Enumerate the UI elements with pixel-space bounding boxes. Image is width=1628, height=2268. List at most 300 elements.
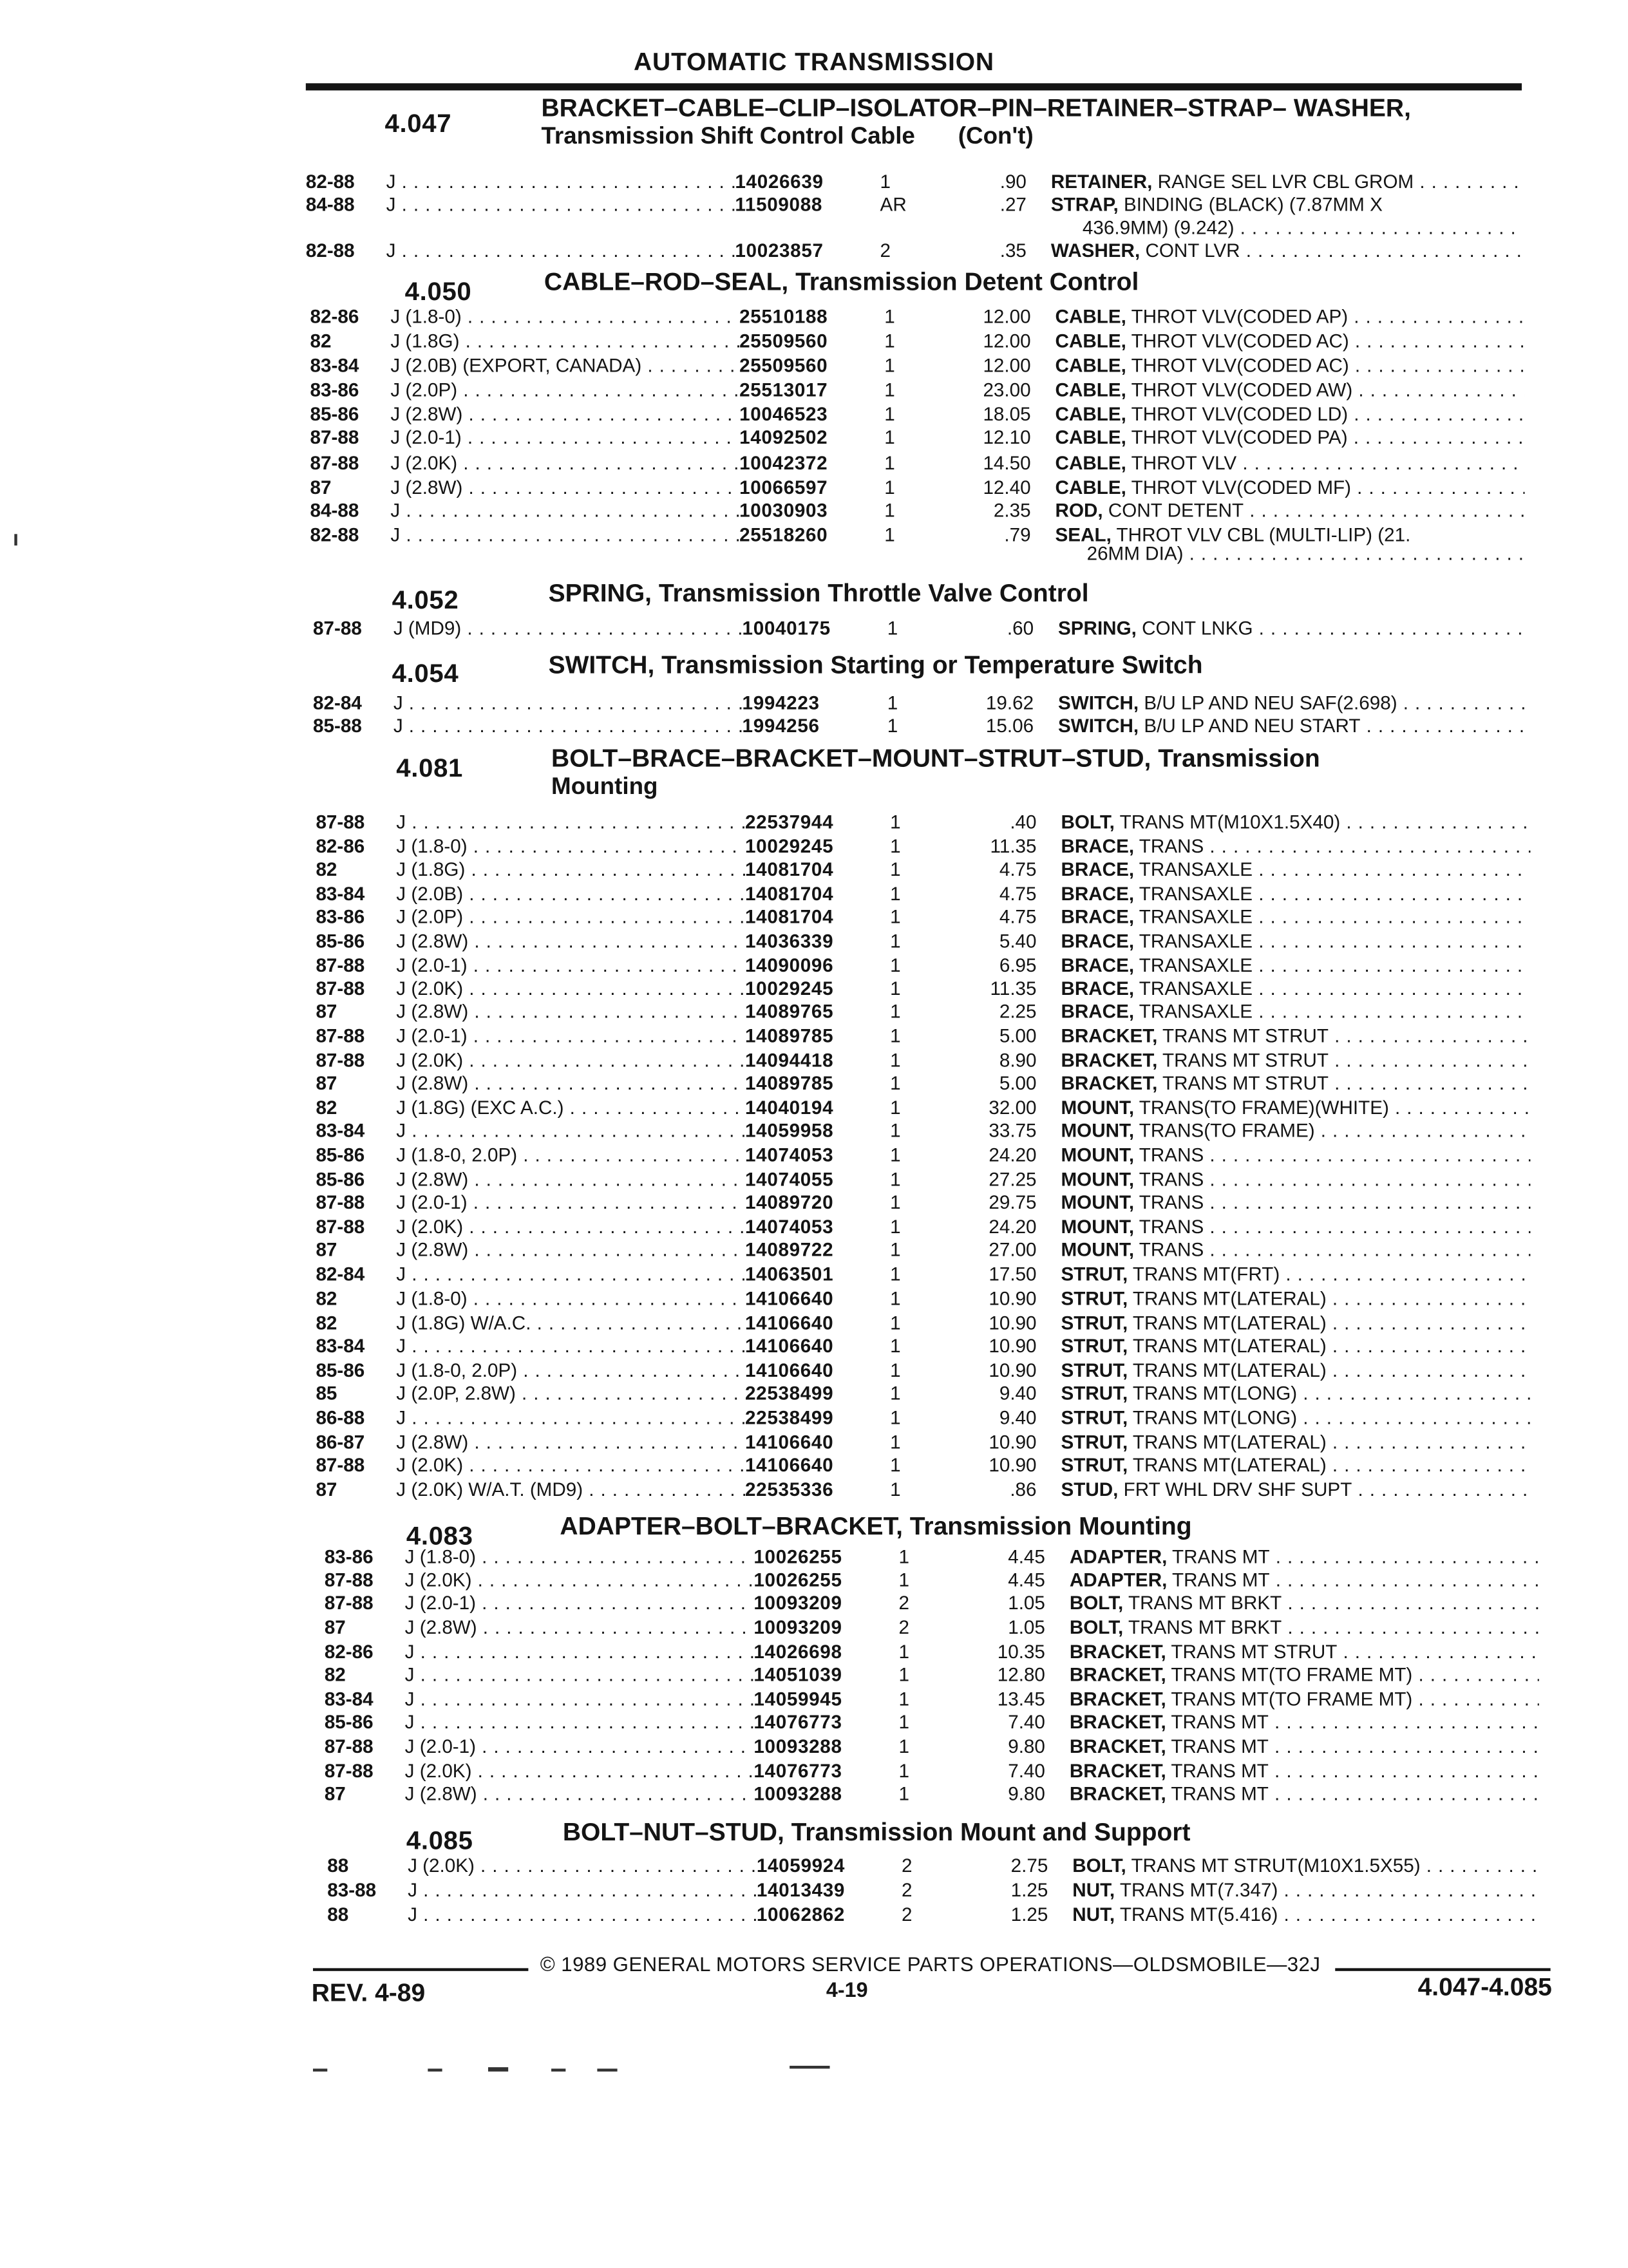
part-number: 10026255 [753,1569,842,1591]
quantity: 1 [890,1454,901,1476]
price: 11.35 [990,978,1037,999]
parts-row [316,858,1536,882]
price: 4.45 [1008,1569,1045,1591]
quantity: 1 [898,1569,910,1591]
price: 23.00 [983,379,1031,401]
part-description: MOUNT, TRANS . . . [1061,1216,1530,1239]
model-years: 82 [324,1663,346,1686]
application: J (2.0P) . . . [390,379,739,402]
model-years: 87-88 [316,978,365,999]
parts-row [316,1432,1536,1455]
part-number: 14076773 [753,1760,842,1782]
application: J . . . [393,692,743,715]
application: J . . . [396,1407,745,1430]
scan-mark [790,2066,829,2068]
parts-row [316,1239,1536,1262]
price: 12.00 [983,354,1031,377]
model-years: 85-86 [316,1168,365,1191]
part-description: STRUT, TRANS MT(LONG) . . . [1061,1383,1530,1406]
model-years: 82-88 [310,524,359,546]
price: 12.10 [983,426,1031,448]
quantity: 1 [890,1168,901,1191]
part-description: BRACKET, TRANS MT(TO FRAME MT) . . . [1070,1664,1539,1687]
price: .90 [999,171,1027,193]
parts-row [325,1641,1545,1664]
part-number: 14059945 [753,1688,842,1710]
quantity: 1 [890,835,901,857]
section-title: BOLT–NUT–STUD, Transmission Mount and Support [562,1817,1191,1846]
quantity: 1 [887,715,898,737]
part-description: STRUT, TRANS MT(LATERAL) . . . [1061,1335,1530,1358]
part-number: 10030903 [739,499,828,522]
price: .40 [1010,811,1037,833]
price: .27 [999,193,1027,216]
model-years: 87-88 [316,1049,365,1072]
parts-row [327,1904,1548,1927]
quantity: 1 [890,1359,901,1381]
part-number: 14106640 [745,1335,834,1357]
parts-row [325,1783,1545,1806]
part-description: SWITCH, B/U LP AND NEU START . . . [1058,715,1528,738]
parts-row [325,1616,1545,1640]
quantity: 1 [884,354,895,377]
model-years: 82 [316,1097,337,1119]
part-description: CABLE, THROT VLV(CODED LD) . . . [1055,403,1525,426]
application: J . . . [396,811,745,835]
price: 17.50 [989,1263,1037,1285]
quantity: 1 [890,1335,901,1357]
quantity: 1 [890,1431,901,1453]
application: J (2.8W) . . . [405,1783,754,1806]
price: 7.40 [1008,1760,1045,1782]
scan-mark [551,2068,565,2071]
application: J (2.0K) W/A.T. (MD9) . . . [396,1479,745,1502]
part-description: STRUT, TRANS MT(LONG) . . . [1061,1407,1530,1430]
price: 9.80 [1008,1782,1045,1805]
parts-row [325,1592,1545,1615]
part-number: 10093209 [753,1592,842,1614]
part-description: BRACKET, TRANS MT . . . [1070,1735,1539,1759]
application: J (2.0K) . . . [396,1216,745,1239]
parts-row [310,500,1531,523]
model-years: 83-86 [324,1545,374,1568]
part-description: STUD, FRT WHL DRV SHF SUPT . . . [1061,1479,1530,1502]
part-number: 14089785 [745,1072,834,1094]
price: .79 [1004,524,1031,546]
model-years: 87-88 [312,617,362,639]
application: J (2.0K) . . . [396,1050,745,1073]
model-years: 83-86 [316,905,365,928]
model-years: 86-88 [316,1406,365,1429]
model-years: 87-88 [324,1592,374,1614]
application: J (1.8-0) . . . [390,306,739,329]
part-description: MOUNT, TRANS(TO FRAME) . . . [1061,1120,1530,1143]
price: 4.75 [999,883,1037,905]
application: J (2.8W) . . . [396,931,745,954]
price: 5.40 [999,930,1037,952]
price: 10.90 [989,1431,1037,1453]
price: 10.90 [989,1454,1037,1476]
quantity: 1 [890,1287,901,1310]
part-description-continued: 436.9MM) (9.242) . . . [1083,217,1520,240]
part-number: 14089785 [745,1025,834,1047]
model-years: 86-87 [316,1431,365,1453]
quantity: 1 [898,1711,910,1733]
model-years: 85-86 [316,1144,365,1166]
model-years: 82 [316,1312,337,1334]
application: J . . . [386,240,735,263]
part-number: 14076773 [753,1711,842,1733]
part-description: CABLE, THROT VLV(CODED AW) . . . [1055,379,1525,402]
application: J (1.8-0) . . . [405,1546,754,1569]
model-years: 82-86 [310,305,359,328]
part-number: 22538499 [745,1406,834,1429]
model-years: 85-86 [316,1359,365,1381]
price: 27.25 [989,1168,1037,1191]
part-number: 14106640 [745,1287,834,1310]
parts-row [316,1312,1536,1336]
part-number: 14106640 [745,1312,834,1334]
section-number: 4.052 [392,585,459,615]
quantity: 1 [898,1641,910,1663]
part-number: 10026255 [753,1545,842,1568]
part-description: STRUT, TRANS MT(LATERAL) . . . [1061,1288,1530,1311]
model-years: 87-88 [316,1216,365,1238]
scan-mark [597,2068,617,2071]
parts-row [316,1191,1536,1214]
price: 19.62 [985,692,1034,713]
part-number: 14051039 [753,1663,842,1686]
quantity: 2 [902,1879,913,1901]
part-description: BRACKET, TRANS MT . . . [1070,1711,1539,1734]
section-number: 4.081 [396,753,464,782]
quantity: 1 [884,477,895,498]
part-number: 14089722 [745,1238,834,1261]
application: J . . . [386,171,735,194]
price: 12.80 [997,1663,1045,1686]
parts-row [316,931,1536,954]
part-number: 14074053 [745,1144,834,1166]
model-years: 82-88 [305,171,355,193]
quantity: 1 [890,883,901,905]
parts-row [316,1097,1536,1120]
parts-row [313,618,1533,641]
part-number: 10040175 [742,617,831,639]
price: .60 [1007,617,1034,639]
application: J (2.0-1) . . . [390,426,739,449]
price: 2.75 [1010,1855,1048,1876]
parts-row [325,1664,1545,1687]
part-description: BRACKET, TRANS MT STRUT . . . [1061,1025,1530,1048]
application: J . . . [405,1711,754,1734]
part-number: 22537944 [745,811,834,833]
scan-mark [313,2068,327,2071]
parts-row [325,1546,1545,1569]
part-description: BRACKET, TRANS MT STRUT . . . [1061,1072,1530,1095]
part-number: 10042372 [739,452,828,474]
model-years: 82-86 [316,835,365,857]
application: J (2.0B) . . . [396,883,745,906]
price: 11.35 [990,835,1037,857]
price: 29.75 [989,1191,1037,1213]
application: J (2.0K) . . . [396,978,745,1001]
model-years: 87-88 [324,1735,374,1757]
part-description: BRACKET, TRANS MT(TO FRAME MT) . . . [1070,1688,1539,1712]
quantity: 1 [890,811,901,833]
price: 4.75 [999,905,1037,928]
part-number: 25509560 [739,330,828,352]
model-years: 83-84 [324,1688,374,1710]
model-years: 84-88 [310,499,359,522]
parts-row [306,240,1526,263]
application: J . . . [408,1904,757,1927]
part-number: 25518260 [739,524,828,546]
application: J (2.8W) . . . [396,1072,745,1095]
price: 1.05 [1008,1592,1045,1614]
part-number: 1994256 [742,715,820,737]
model-years: 87-88 [310,426,359,448]
quantity: 1 [890,1238,901,1261]
parts-row [316,1288,1536,1311]
price: 12.00 [983,305,1031,328]
quantity: 1 [890,930,901,952]
footer-rule-left [313,1968,528,1970]
model-years: 83-84 [310,354,359,377]
part-number: 14090096 [745,954,834,976]
section-title: SWITCH, Transmission Starting or Temperature Switch [548,650,1203,679]
part-description: BRACE, TRANSAXLE . . . [1061,906,1530,929]
part-number: 25510188 [739,305,828,328]
part-number: 10046523 [739,403,828,425]
price: 6.95 [999,954,1037,976]
price: 5.00 [999,1025,1037,1047]
parts-row [306,194,1526,217]
part-number: 14081704 [745,858,834,880]
model-years: 83-84 [316,1119,365,1142]
part-number: 14074055 [745,1168,834,1191]
model-years: 83-84 [316,1335,365,1357]
model-years: 87 [310,477,332,498]
price: 2.35 [993,499,1031,522]
quantity: 1 [884,403,895,425]
part-number: 25513017 [739,379,828,401]
part-description: ADAPTER, TRANS MT . . . [1070,1569,1539,1592]
quantity: 1 [890,1312,901,1334]
part-description: CABLE, THROT VLV(CODED AC) . . . [1055,355,1525,378]
price: 10.90 [989,1312,1037,1334]
part-description: BRACE, TRANSAXLE . . . [1061,883,1530,906]
part-number: 25509560 [739,354,828,377]
price: 4.75 [999,858,1037,880]
model-years: 85-88 [312,715,362,737]
application: J (1.8-0, 2.0P) . . . [396,1144,745,1167]
application: J . . . [405,1688,754,1712]
application: J (2.0K) . . . [405,1760,754,1783]
price: 9.40 [999,1406,1037,1429]
part-description: MOUNT, TRANS(TO FRAME)(WHITE) . . . [1061,1097,1530,1120]
parts-row [306,171,1526,194]
parts-row [316,835,1536,858]
price: 4.45 [1008,1545,1045,1568]
footer-page-number: 4-19 [826,1980,868,2003]
part-number: 14040194 [745,1097,834,1119]
section-number: 4.047 [384,109,452,138]
parts-row [316,1263,1536,1287]
quantity: 1 [890,1191,901,1213]
model-years: 87-88 [324,1569,374,1591]
model-years: 82 [316,1287,337,1310]
price: 15.06 [985,715,1034,737]
section-title: SPRING, Transmission Throttle Valve Control [548,578,1089,607]
price: 13.45 [997,1688,1045,1710]
price: 14.50 [983,452,1031,474]
part-number: 10066597 [739,477,828,498]
part-description: BRACKET, TRANS MT . . . [1070,1783,1539,1806]
part-number: 14106640 [745,1359,834,1381]
quantity: 1 [884,330,895,352]
parts-row [310,379,1531,402]
parts-row [316,1216,1536,1239]
quantity: 1 [890,1479,901,1500]
application: J (2.8W) . . . [396,1169,745,1192]
application: J (2.8W) . . . [390,403,739,426]
parts-row [327,1855,1548,1878]
price: 1.25 [1010,1904,1048,1925]
model-years: 85-86 [316,930,365,952]
part-number: 11509088 [735,193,823,216]
parts-row [316,1144,1536,1167]
parts-row [316,1050,1536,1073]
part-number: 14026698 [753,1641,842,1663]
part-description: BOLT, TRANS MT BRKT . . . [1070,1592,1539,1615]
application: J . . . [393,715,743,738]
price: 10.35 [997,1641,1045,1663]
quantity: 1 [898,1760,910,1782]
quantity: 1 [890,1144,901,1166]
model-years: 87 [316,1072,337,1094]
quantity: 1 [898,1663,910,1686]
quantity: 1 [890,1119,901,1142]
part-description: BOLT, TRANS MT STRUT(M10X1.5X55) . . . [1072,1855,1542,1878]
model-years: 82 [316,858,337,880]
price: 10.90 [989,1359,1037,1381]
section-title: BOLT–BRACE–BRACKET–MOUNT–STRUT–STUD, Transmission Mounting [551,743,1320,800]
footer-section-range: 4.047-4.085 [1417,1972,1552,2001]
section-number: 4.054 [392,659,459,688]
application: J (2.8W) . . . [396,1239,745,1262]
model-years: 88 [327,1855,349,1876]
quantity: AR [880,193,907,216]
parts-row [313,692,1533,715]
part-description: STRUT, TRANS MT(LATERAL) . . . [1061,1432,1530,1455]
part-description: STRUT, TRANS MT(LATERAL) . . . [1061,1359,1530,1383]
quantity: 1 [890,1382,901,1404]
part-number: 10093288 [753,1782,842,1805]
parts-row [325,1569,1545,1592]
application: J (2.8W) . . . [390,477,739,500]
application: J . . . [405,1641,754,1664]
part-number: 14074053 [745,1216,834,1238]
part-number: 14094418 [745,1049,834,1072]
application: J . . . [386,194,735,217]
quantity: 1 [884,305,895,328]
quantity: 1 [890,1049,901,1072]
parts-row [316,906,1536,929]
part-description-continued: 26MM DIA) . . . [1087,543,1525,566]
part-number: 10062862 [756,1904,846,1925]
model-years: 82-88 [305,240,355,261]
application: J (2.0K) . . . [390,452,739,475]
model-years: 87-88 [316,1454,365,1476]
price: 24.20 [989,1144,1037,1166]
quantity: 1 [898,1545,910,1568]
quantity: 1 [898,1688,910,1710]
part-description: BRACKET, TRANS MT . . . [1070,1760,1539,1783]
application: J . . . [405,1664,754,1687]
model-years: 87-88 [316,1191,365,1213]
quantity: 1 [890,954,901,976]
part-number: 10029245 [745,835,834,857]
quantity: 2 [898,1616,910,1638]
part-number: 10093209 [753,1616,842,1638]
application: J (1.8G) (EXC A.C.) . . . [396,1097,745,1120]
model-years: 82-86 [324,1641,374,1663]
price: 32.00 [989,1097,1037,1119]
part-description: ROD, CONT DETENT . . . [1055,500,1525,523]
price: 8.90 [999,1049,1037,1072]
part-description: BRACE, TRANSAXLE . . . [1061,931,1530,954]
scan-mark [14,534,16,545]
part-description: CABLE, THROT VLV(CODED AP) . . . [1055,306,1525,329]
parts-row [316,1359,1536,1383]
application: J (2.0-1) . . . [405,1735,754,1759]
model-years: 83-88 [327,1879,377,1901]
application: J . . . [396,1263,745,1287]
parts-row [313,715,1533,738]
part-description: CABLE, THROT VLV . . . [1055,452,1525,475]
quantity: 1 [884,452,895,474]
quantity: 1 [890,1216,901,1238]
parts-row [316,978,1536,1001]
quantity: 1 [890,1025,901,1047]
quantity: 1 [898,1782,910,1805]
part-description: NUT, TRANS MT(5.416) . . . [1072,1904,1542,1927]
price: 7.40 [1008,1711,1045,1733]
parts-row [316,1001,1536,1024]
part-description: CABLE, THROT VLV(CODED MF) . . . [1055,477,1525,500]
parts-row [327,1879,1548,1902]
model-years: 85-86 [310,403,359,425]
application: J . . . [390,500,739,523]
parts-row [310,355,1531,378]
part-number: 14036339 [745,930,834,952]
application: J (2.0K) . . . [408,1855,757,1878]
price: 10.90 [989,1335,1037,1357]
application: J (1.8-0) . . . [396,835,745,858]
part-description: BRACE, TRANS . . . [1061,835,1530,858]
model-years: 87 [324,1616,346,1638]
part-description: MOUNT, TRANS . . . [1061,1191,1530,1214]
quantity: 1 [884,379,895,401]
application: J (2.0P) . . . [396,906,745,929]
model-years: 87 [324,1782,346,1805]
section-title: BRACKET–CABLE–CLIP–ISOLATOR–PIN–RETAINER–STRAP– WASHER, Transmission Shift Control Cable (Con't) [541,93,1411,149]
application: J (2.0B) (EXPORT, CANADA) . . . [390,355,739,378]
part-number: 14092502 [739,426,828,448]
application: J (1.8G) W/A.C. . . . [396,1312,745,1336]
part-description: STRAP, BINDING (BLACK) (7.87MM X [1050,193,1383,216]
part-description: MOUNT, TRANS . . . [1061,1144,1530,1167]
